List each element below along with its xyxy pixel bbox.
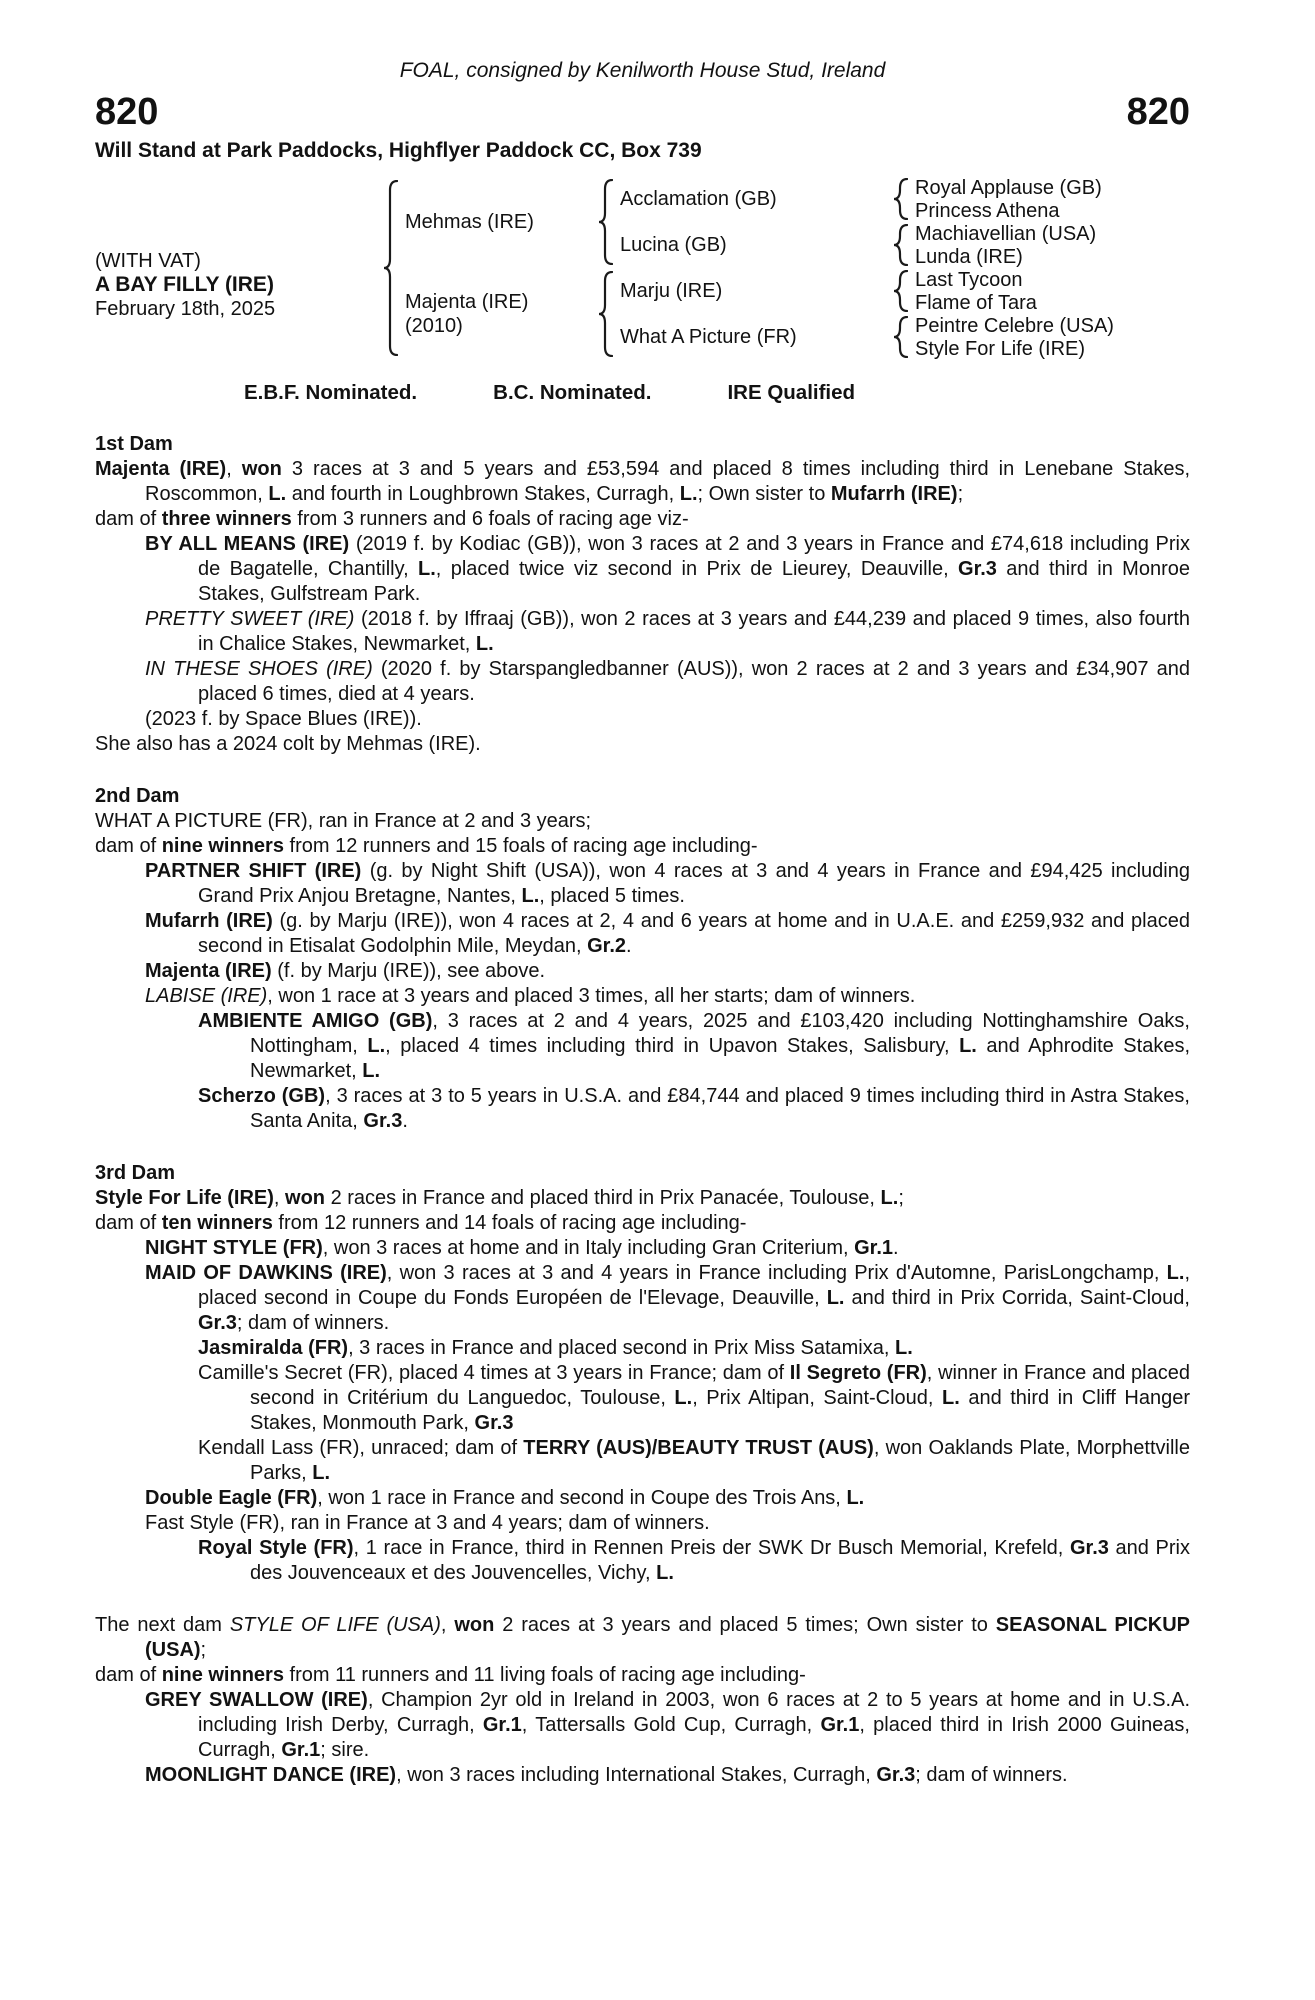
- pedigree-paragraph: Mufarrh (IRE) (g. by Marju (IRE)), won 4 races at 2, 4 and 6 years at home and in U.A.E. and £259,932 and placed second in Etisalat Godolphin Mile, Meydan, Gr.2.: [145, 910, 1190, 957]
- vat-note: (WITH VAT): [95, 250, 201, 272]
- pedigree-brace: [375, 176, 405, 360]
- pedigree-paragraph: Majenta (IRE) (f. by Marju (IRE)), see above.: [145, 960, 546, 982]
- pedigree-paragraph: Style For Life (IRE), won 2 races in France and placed third in Prix Panacée, Toulouse, L.;: [95, 1187, 904, 1209]
- great-grandsire: [915, 268, 1190, 291]
- great-granddam: [915, 337, 1190, 360]
- pedigree-tree: [95, 176, 1190, 360]
- pedigree-paragraph: (2023 f. by Space Blues (IRE)).: [145, 708, 422, 730]
- pedigree-paragraph: dam of three winners from 3 runners and 6 foals of racing age viz-: [95, 508, 689, 530]
- pedigree-sire: [405, 176, 590, 268]
- great-grandparent-name: Princess Athena: [915, 199, 1060, 222]
- ire-qualified: IRE Qualified: [727, 381, 856, 404]
- dam-section-heading: 1st Dam: [95, 433, 173, 455]
- pedigree-paragraph: AMBIENTE AMIGO (GB), 3 races at 2 and 4 years, 2025 and £103,420 including Nottinghamshire Oaks, Nottingham, L., placed 4 times including third in Upavon Stakes, Salisbury, L. and Aphrodite Stakes, Newmarket, L.: [198, 1010, 1191, 1082]
- great-granddam: [915, 199, 1190, 222]
- great-grandparent-name: Last Tycoon: [915, 268, 1023, 291]
- great-grandparent-name: Peintre Celebre (USA): [915, 314, 1114, 337]
- pedigree-paragraph: dam of nine winners from 11 runners and 11 living foals of racing age including-: [95, 1664, 806, 1686]
- sire-dam: [620, 222, 885, 268]
- dam-sire: [620, 268, 885, 314]
- pedigree-paragraph: LABISE (IRE), won 1 race at 3 years and placed 3 times, all her starts; dam of winners.: [145, 985, 916, 1007]
- great-grandparent-name: Lunda (IRE): [915, 245, 1023, 268]
- great-granddam: [915, 245, 1190, 268]
- nominations-line: [95, 380, 1190, 406]
- great-grandparent-name: Style For Life (IRE): [915, 337, 1086, 360]
- pedigree-brace: [885, 176, 915, 222]
- pedigree-paragraph: GREY SWALLOW (IRE), Champion 2yr old in Ireland in 2003, won 6 races at 2 to 5 years at home and in U.S.A. including Irish Derby, Curragh, Gr.1, Tattersalls Gold Cup, Curragh, Gr.1, placed third in Irish 2000 Guineas, Curragh, Gr.1; sire.: [145, 1689, 1191, 1761]
- pedigree-brace: [885, 222, 915, 268]
- dam-section-heading: 2nd Dam: [95, 785, 180, 807]
- great-grandparent-name: Flame of Tara: [915, 291, 1037, 314]
- great-granddam: [915, 291, 1190, 314]
- pedigree-paragraph: The next dam STYLE OF LIFE (USA), won 2 races at 3 years and placed 5 times; Own sister to SEASONAL PICKUP (USA);: [95, 1614, 1191, 1661]
- pedigree-paragraph: Royal Style (FR), 1 race in France, third in Rennen Preis der SWK Dr Busch Memorial, Krefeld, Gr.3 and Prix des Jouvenceaux et des Jouvencelles, Vichy, L.: [198, 1537, 1191, 1584]
- consignor-line: FOAL, consigned by Kenilworth House Stud, Ireland: [399, 59, 886, 82]
- ebf-nomination: E.B.F. Nominated.: [244, 381, 418, 404]
- great-grandparent-name: Machiavellian (USA): [915, 222, 1097, 245]
- pedigree-brace: [885, 314, 915, 360]
- subject-name: A BAY FILLY (IRE): [95, 273, 274, 296]
- bc-nomination: B.C. Nominated.: [493, 381, 652, 404]
- dam-sire-name: Marju (IRE): [620, 280, 723, 302]
- dam-name: Majenta (IRE): [405, 291, 529, 313]
- lot-number-right: 820: [1126, 91, 1190, 133]
- pedigree-paragraph: Camille's Secret (FR), placed 4 times at 3 years in France; dam of Il Segreto (FR), winner in France and placed second in Critérium du Languedoc, Toulouse, L., Prix Altipan, Saint-Cloud, L. and third in Cliff Hanger Stakes, Monmouth Park, Gr.3: [198, 1362, 1190, 1434]
- great-grandparent-name: Royal Applause (GB): [915, 176, 1102, 199]
- pedigree-paragraph: PARTNER SHIFT (IRE) (g. by Night Shift (USA)), won 4 races at 3 and 4 years in France and £94,425 including Grand Prix Anjou Bretagne, Nantes, L., placed 5 times.: [145, 860, 1190, 907]
- dam-section: [95, 432, 1190, 757]
- lot-number-row: [95, 92, 1190, 132]
- dam-section: [95, 1161, 1190, 1586]
- dam-year: (2010): [405, 315, 463, 337]
- pedigree-paragraph: MAID OF DAWKINS (IRE), won 3 races at 3 and 4 years in France including Prix d'Automne, ParisLongchamp, L., placed second in Coupe du Fonds Européen de l'Elevage, Deauville, L. and third in Prix Corrida, Saint-Cloud, Gr.3; dam of winners.: [145, 1262, 1190, 1334]
- sire-sire-name: Acclamation (GB): [620, 188, 777, 210]
- great-grandsire: [915, 314, 1190, 337]
- pedigree-paragraph: Kendall Lass (FR), unraced; dam of TERRY (AUS)/BEAUTY TRUST (AUS), won Oaklands Plate, Morphettville Parks, L.: [198, 1437, 1190, 1484]
- pedigree-brace: [590, 176, 620, 268]
- subject-foaling-date: February 18th, 2025: [95, 298, 276, 320]
- dam-section: [95, 784, 1190, 1134]
- dam-dam-name: What A Picture (FR): [620, 326, 797, 348]
- pedigree-paragraph: BY ALL MEANS (IRE) (2019 f. by Kodiac (GB)), won 3 races at 2 and 3 years in France and £74,618 including Prix de Bagatelle, Chantilly, L., placed twice viz second in Prix de Lieurey, Deauville, Gr.3 and third in Monroe Stakes, Gulfstream Park.: [145, 533, 1190, 605]
- pedigree-paragraph: dam of ten winners from 12 runners and 14 foals of racing age including-: [95, 1212, 747, 1234]
- pedigree-paragraph: IN THESE SHOES (IRE) (2020 f. by Starspangledbanner (AUS)), won 2 races at 2 and 3 years and £34,907 and placed 6 times, died at 4 years.: [145, 658, 1191, 705]
- pedigree-paragraph: Fast Style (FR), ran in France at 3 and 4 years; dam of winners.: [145, 1512, 710, 1534]
- sire-dam-name: Lucina (GB): [620, 234, 727, 256]
- pedigree-paragraph: Jasmiralda (FR), 3 races in France and placed second in Prix Miss Satamixa, L.: [198, 1337, 913, 1359]
- great-grandsire: [915, 222, 1190, 245]
- stand-location-line: Will Stand at Park Paddocks, Highflyer Paddock CC, Box 739: [95, 139, 702, 162]
- pedigree-paragraph: Majenta (IRE), won 3 races at 3 and 5 years and £53,594 and placed 8 times including third in Lenebane Stakes, Roscommon, L. and fourth in Loughbrown Stakes, Curragh, L.; Own sister to Mufarrh (IRE);: [95, 458, 1190, 505]
- pedigree-dam: [405, 268, 590, 360]
- dam-dam: [620, 314, 885, 360]
- pedigree-paragraph: WHAT A PICTURE (FR), ran in France at 2 and 3 years;: [95, 810, 592, 832]
- sire-name: Mehmas (IRE): [405, 211, 534, 233]
- dam-section-heading: 3rd Dam: [95, 1162, 176, 1184]
- pedigree-paragraph: Double Eagle (FR), won 1 race in France and second in Coupe des Trois Ans, L.: [145, 1487, 865, 1509]
- pedigree-brace: [590, 268, 620, 360]
- dam-sections: [95, 432, 1190, 1788]
- dam-section: [95, 1613, 1190, 1788]
- sire-sire: [620, 176, 885, 222]
- pedigree-paragraph: dam of nine winners from 12 runners and 15 foals of racing age including-: [95, 835, 758, 857]
- great-grandsire: [915, 176, 1190, 199]
- pedigree-paragraph: MOONLIGHT DANCE (IRE), won 3 races including International Stakes, Curragh, Gr.3; dam of winners.: [145, 1764, 1068, 1786]
- pedigree-subject: [95, 176, 375, 360]
- pedigree-brace: [885, 268, 915, 314]
- pedigree-paragraph: NIGHT STYLE (FR), won 3 races at home and in Italy including Gran Criterium, Gr.1.: [145, 1237, 899, 1259]
- pedigree-paragraph: PRETTY SWEET (IRE) (2018 f. by Iffraaj (GB)), won 2 races at 3 years and £44,239 and placed 9 times, also fourth in Chalice Stakes, Newmarket, L.: [145, 608, 1190, 655]
- lot-number-left: 820: [95, 91, 159, 133]
- pedigree-paragraph: Scherzo (GB), 3 races at 3 to 5 years in U.S.A. and £84,744 and placed 9 times including third in Astra Stakes, Santa Anita, Gr.3.: [198, 1085, 1190, 1132]
- pedigree-paragraph: She also has a 2024 colt by Mehmas (IRE).: [95, 733, 481, 755]
